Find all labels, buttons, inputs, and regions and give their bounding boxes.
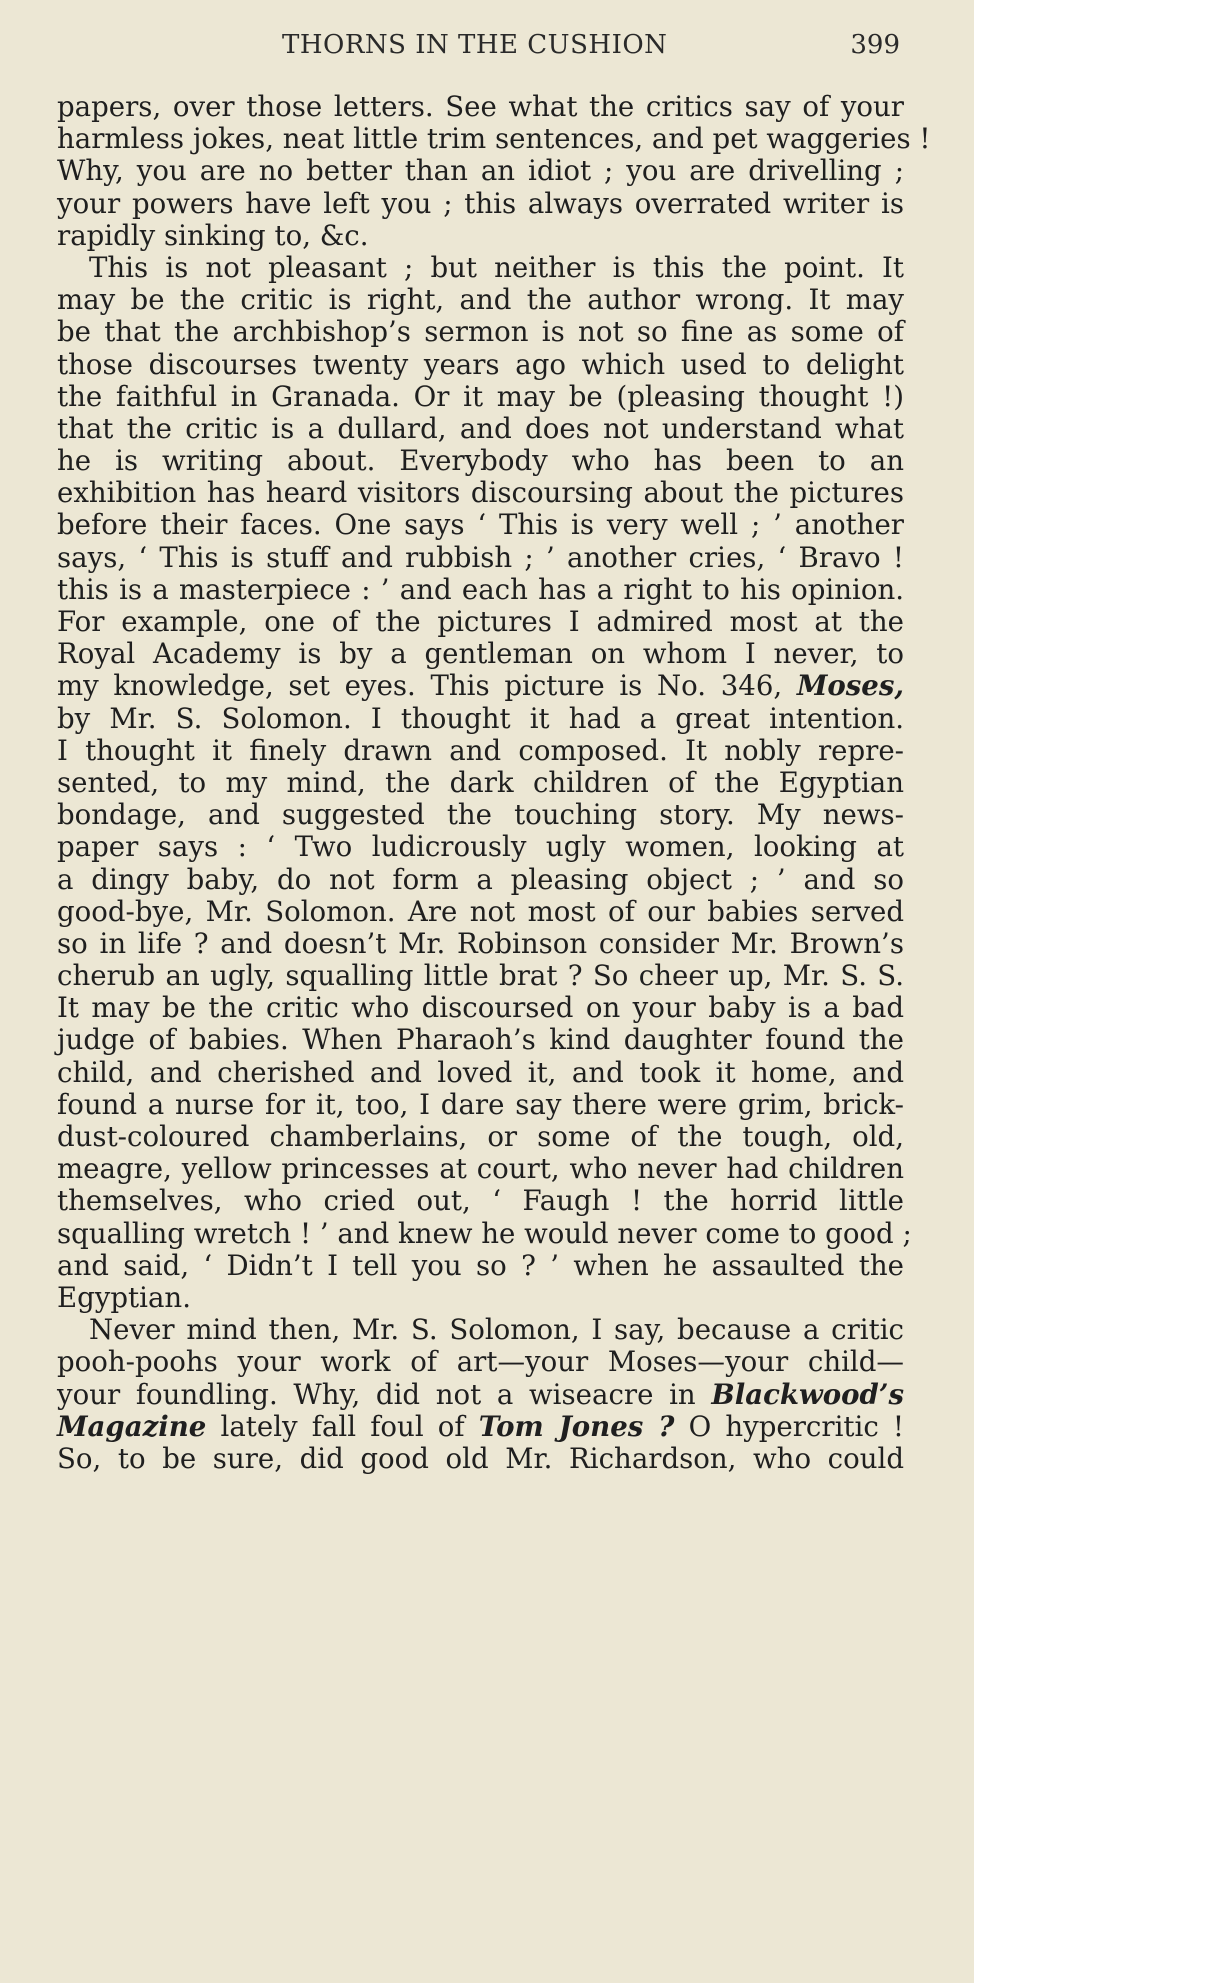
text-line: themselves, who cried out, ‘ Faugh ! the horrid little bbox=[57, 1184, 904, 1218]
text-line bbox=[57, 1379, 904, 1411]
text-line: Why, you are no better than an idiot ; you are drivelling ; bbox=[57, 154, 904, 188]
text-line: this is a masterpiece : ’ and each has a right to his opinion. bbox=[57, 572, 904, 606]
text-line: Egyptian. bbox=[57, 1280, 191, 1314]
text-line: paper says : ‘ Two ludicrously ugly women, looking at bbox=[57, 830, 904, 864]
text-line: rapidly sinking to, &c. bbox=[57, 218, 369, 252]
text-line: sented, to my mind, the dark children of the Egyptian bbox=[57, 765, 904, 799]
running-title: THORNS IN THE CUSHION bbox=[282, 30, 668, 60]
text-line: judge of babies. When Pharaoh’s kind daughter found the bbox=[57, 1023, 904, 1057]
page-number: 399 bbox=[850, 30, 900, 60]
text-line: a dingy baby, do not form a pleasing object ; ’ and so bbox=[57, 862, 904, 896]
text-line: your powers have left you ; this always overrated writer is bbox=[57, 186, 904, 220]
text-line: Never mind then, Mr. S. Solomon, I say, because a critic bbox=[89, 1313, 904, 1347]
text-line: So, to be sure, did good old Mr. Richardson, who could bbox=[57, 1441, 904, 1475]
text-segment: my knowledge, set eyes. This picture is No. 346, bbox=[57, 669, 797, 703]
text-segment: lately fall foul of bbox=[206, 1409, 479, 1443]
text-segment: O hypercritic ! bbox=[674, 1409, 905, 1443]
text-line: be that the archbishop’s sermon is not so fine as some of bbox=[57, 315, 904, 349]
text-line: bondage, and suggested the touching story. My news- bbox=[57, 798, 904, 832]
text-line: that the critic is a dullard, and does not understand what bbox=[57, 411, 904, 445]
text-line: he is writing about. Everybody who has been to an bbox=[57, 444, 904, 478]
italic-title-moses: Moses, bbox=[796, 669, 904, 703]
text-line: child, and cherished and loved it, and took it home, and bbox=[57, 1055, 904, 1089]
text-line: those discourses twenty years ago which used to delight bbox=[57, 347, 904, 381]
page-header bbox=[57, 30, 900, 66]
text-line: harmless jokes, neat little trim sentences, and pet waggeries ! bbox=[57, 122, 931, 156]
text-line: exhibition has heard visitors discoursing about the pictures bbox=[57, 476, 904, 510]
text-line: the faithful in Granada. Or it may be (pleasing thought !) bbox=[57, 379, 904, 413]
text-line: says, ‘ This is stuff and rubbish ; ’ another cries, ‘ Bravo ! bbox=[57, 540, 904, 574]
text-line: dust-coloured chamberlains, or some of the tough, old, bbox=[57, 1120, 904, 1153]
text-line: before their faces. One says ‘ This is very well ; ’ another bbox=[57, 508, 904, 542]
text-line: This is not pleasant ; but neither is this the point. It bbox=[89, 250, 904, 284]
italic-title-blackwoods: Blackwood’s bbox=[711, 1377, 904, 1411]
text-line: by Mr. S. Solomon. I thought it had a great intention. bbox=[57, 701, 904, 735]
text-line: meagre, yellow princesses at court, who never had children bbox=[57, 1152, 904, 1186]
text-line: may be the critic is right, and the author wrong. It may bbox=[57, 283, 904, 317]
text-line: pooh-poohs your work of art—your Moses—your child— bbox=[57, 1345, 904, 1379]
text-line: For example, one of the pictures I admired most at the bbox=[57, 605, 904, 638]
text-line: found a nurse for it, too, I dare say there were grim, brick- bbox=[57, 1087, 904, 1121]
italic-title-tom-jones: Tom Jones ? bbox=[478, 1409, 675, 1443]
text-line: papers, over those letters. See what the critics say of your bbox=[57, 90, 904, 123]
text-line: and said, ‘ Didn’t I tell you so ? ’ when he assaulted the bbox=[57, 1248, 904, 1282]
text-line: good-bye, Mr. Solomon. Are not most of our babies served bbox=[57, 894, 904, 928]
text-line: It may be the critic who discoursed on your baby is a bad bbox=[57, 991, 904, 1025]
text-line bbox=[57, 670, 904, 702]
body-text bbox=[57, 90, 931, 1475]
text-line: so in life ? and doesn’t Mr. Robinson consider Mr. Brown’s bbox=[57, 926, 904, 960]
text-line: squalling wretch ! ’ and knew he would never come to good ; bbox=[57, 1216, 912, 1250]
italic-title-magazine: Magazine bbox=[57, 1409, 207, 1443]
text-line: I thought it finely drawn and composed. It nobly repre- bbox=[57, 733, 904, 767]
text-line bbox=[57, 1411, 904, 1443]
text-line: cherub an ugly, squalling little brat ? So cheer up, Mr. S. S. bbox=[57, 959, 904, 993]
text-segment: your foundling. Why, did not a wiseacre in bbox=[57, 1377, 712, 1411]
text-line: Royal Academy is by a gentleman on whom I never, to bbox=[57, 637, 904, 671]
